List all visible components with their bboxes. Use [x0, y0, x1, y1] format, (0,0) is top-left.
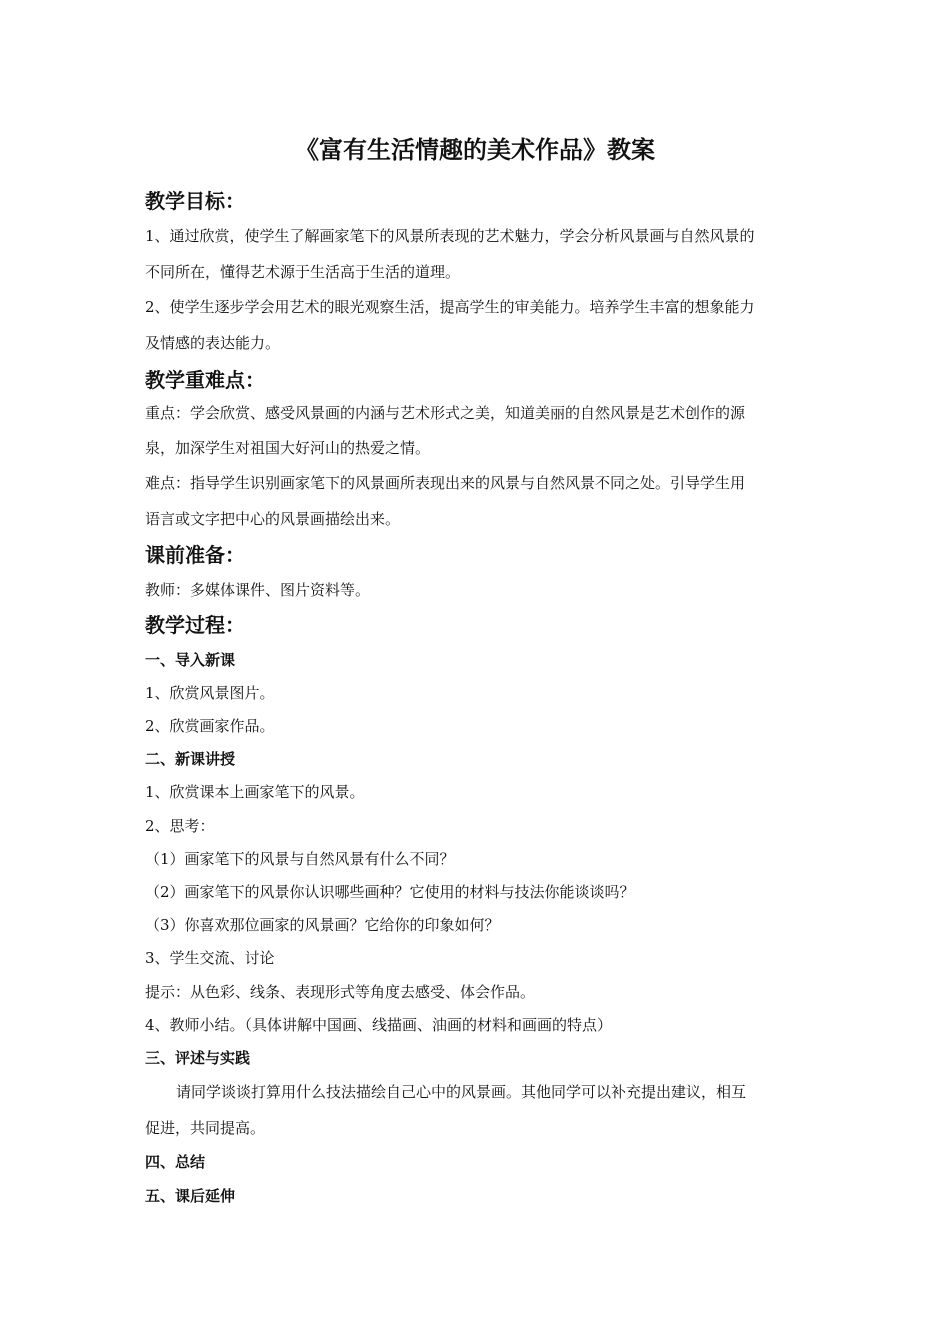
subheading-intro: 一、导入新课 — [145, 651, 236, 669]
paragraph-line: 难点：指导学生识别画家笔下的风景画所表现出来的风景与自然风景不同之处。引导学生用 — [145, 474, 746, 492]
heading-key-points: 教学重难点： — [145, 368, 265, 392]
paragraph-line: 不同所在，懂得艺术源于生活高于生活的道理。 — [145, 263, 461, 281]
paragraph-line: 语言或文字把中心的风景画描绘出来。 — [145, 510, 401, 528]
list-item: 1、欣赏课本上画家笔下的风景。 — [145, 783, 365, 801]
subheading-summary: 四、总结 — [145, 1153, 206, 1171]
paragraph-line: 及情感的表达能力。 — [145, 334, 281, 352]
list-item: （3）你喜欢那位画家的风景画？它给你的印象如何？ — [145, 916, 500, 934]
paragraph-line: 2、使学生逐步学会用艺术的眼光观察生活，提高学生的审美能力。培养学生丰富的想象能力 — [145, 298, 755, 316]
paragraph-line: 1、通过欣赏，使学生了解画家笔下的风景所表现的艺术魅力，学会分析风景画与自然风景的 — [145, 227, 755, 245]
list-item: 2、欣赏画家作品。 — [145, 717, 275, 735]
heading-process: 教学过程： — [145, 613, 245, 637]
paragraph-line: 促进，共同提高。 — [145, 1119, 266, 1137]
paragraph-line: 教师：多媒体课件、图片资料等。 — [145, 581, 371, 599]
paragraph-line: 泉，加深学生对祖国大好河山的热爱之情。 — [145, 439, 431, 457]
paragraph-line: 重点：学会欣赏、感受风景画的内涵与艺术形式之美，知道美丽的自然风景是艺术创作的源 — [145, 404, 746, 422]
list-item: 4、教师小结。（具体讲解中国画、线描画、油画的材料和画画的特点） — [145, 1016, 613, 1034]
paragraph-line: 请同学谈谈打算用什么技法描绘自己心中的风景画。其他同学可以补充提出建议，相互 — [176, 1083, 747, 1101]
list-item: 2、思考： — [145, 817, 215, 835]
heading-objectives: 教学目标： — [145, 189, 245, 213]
heading-preparation: 课前准备： — [145, 543, 245, 567]
subheading-new-lesson: 二、新课讲授 — [145, 750, 236, 768]
list-item: 3、学生交流、讨论 — [145, 949, 275, 967]
document-title: 《富有生活情趣的美术作品》教案 — [295, 136, 655, 164]
list-item: 1、欣赏风景图片。 — [145, 684, 275, 702]
list-item: （2）画家笔下的风景你认识哪些画种？它使用的材料与技法你能谈谈吗？ — [145, 883, 635, 901]
list-item: （1）画家笔下的风景与自然风景有什么不同？ — [145, 850, 455, 868]
subheading-extension: 五、课后延伸 — [145, 1187, 236, 1205]
list-item: 提示：从色彩、线条、表现形式等角度去感受、体会作品。 — [145, 983, 536, 1001]
subheading-practice: 三、评述与实践 — [145, 1049, 251, 1067]
